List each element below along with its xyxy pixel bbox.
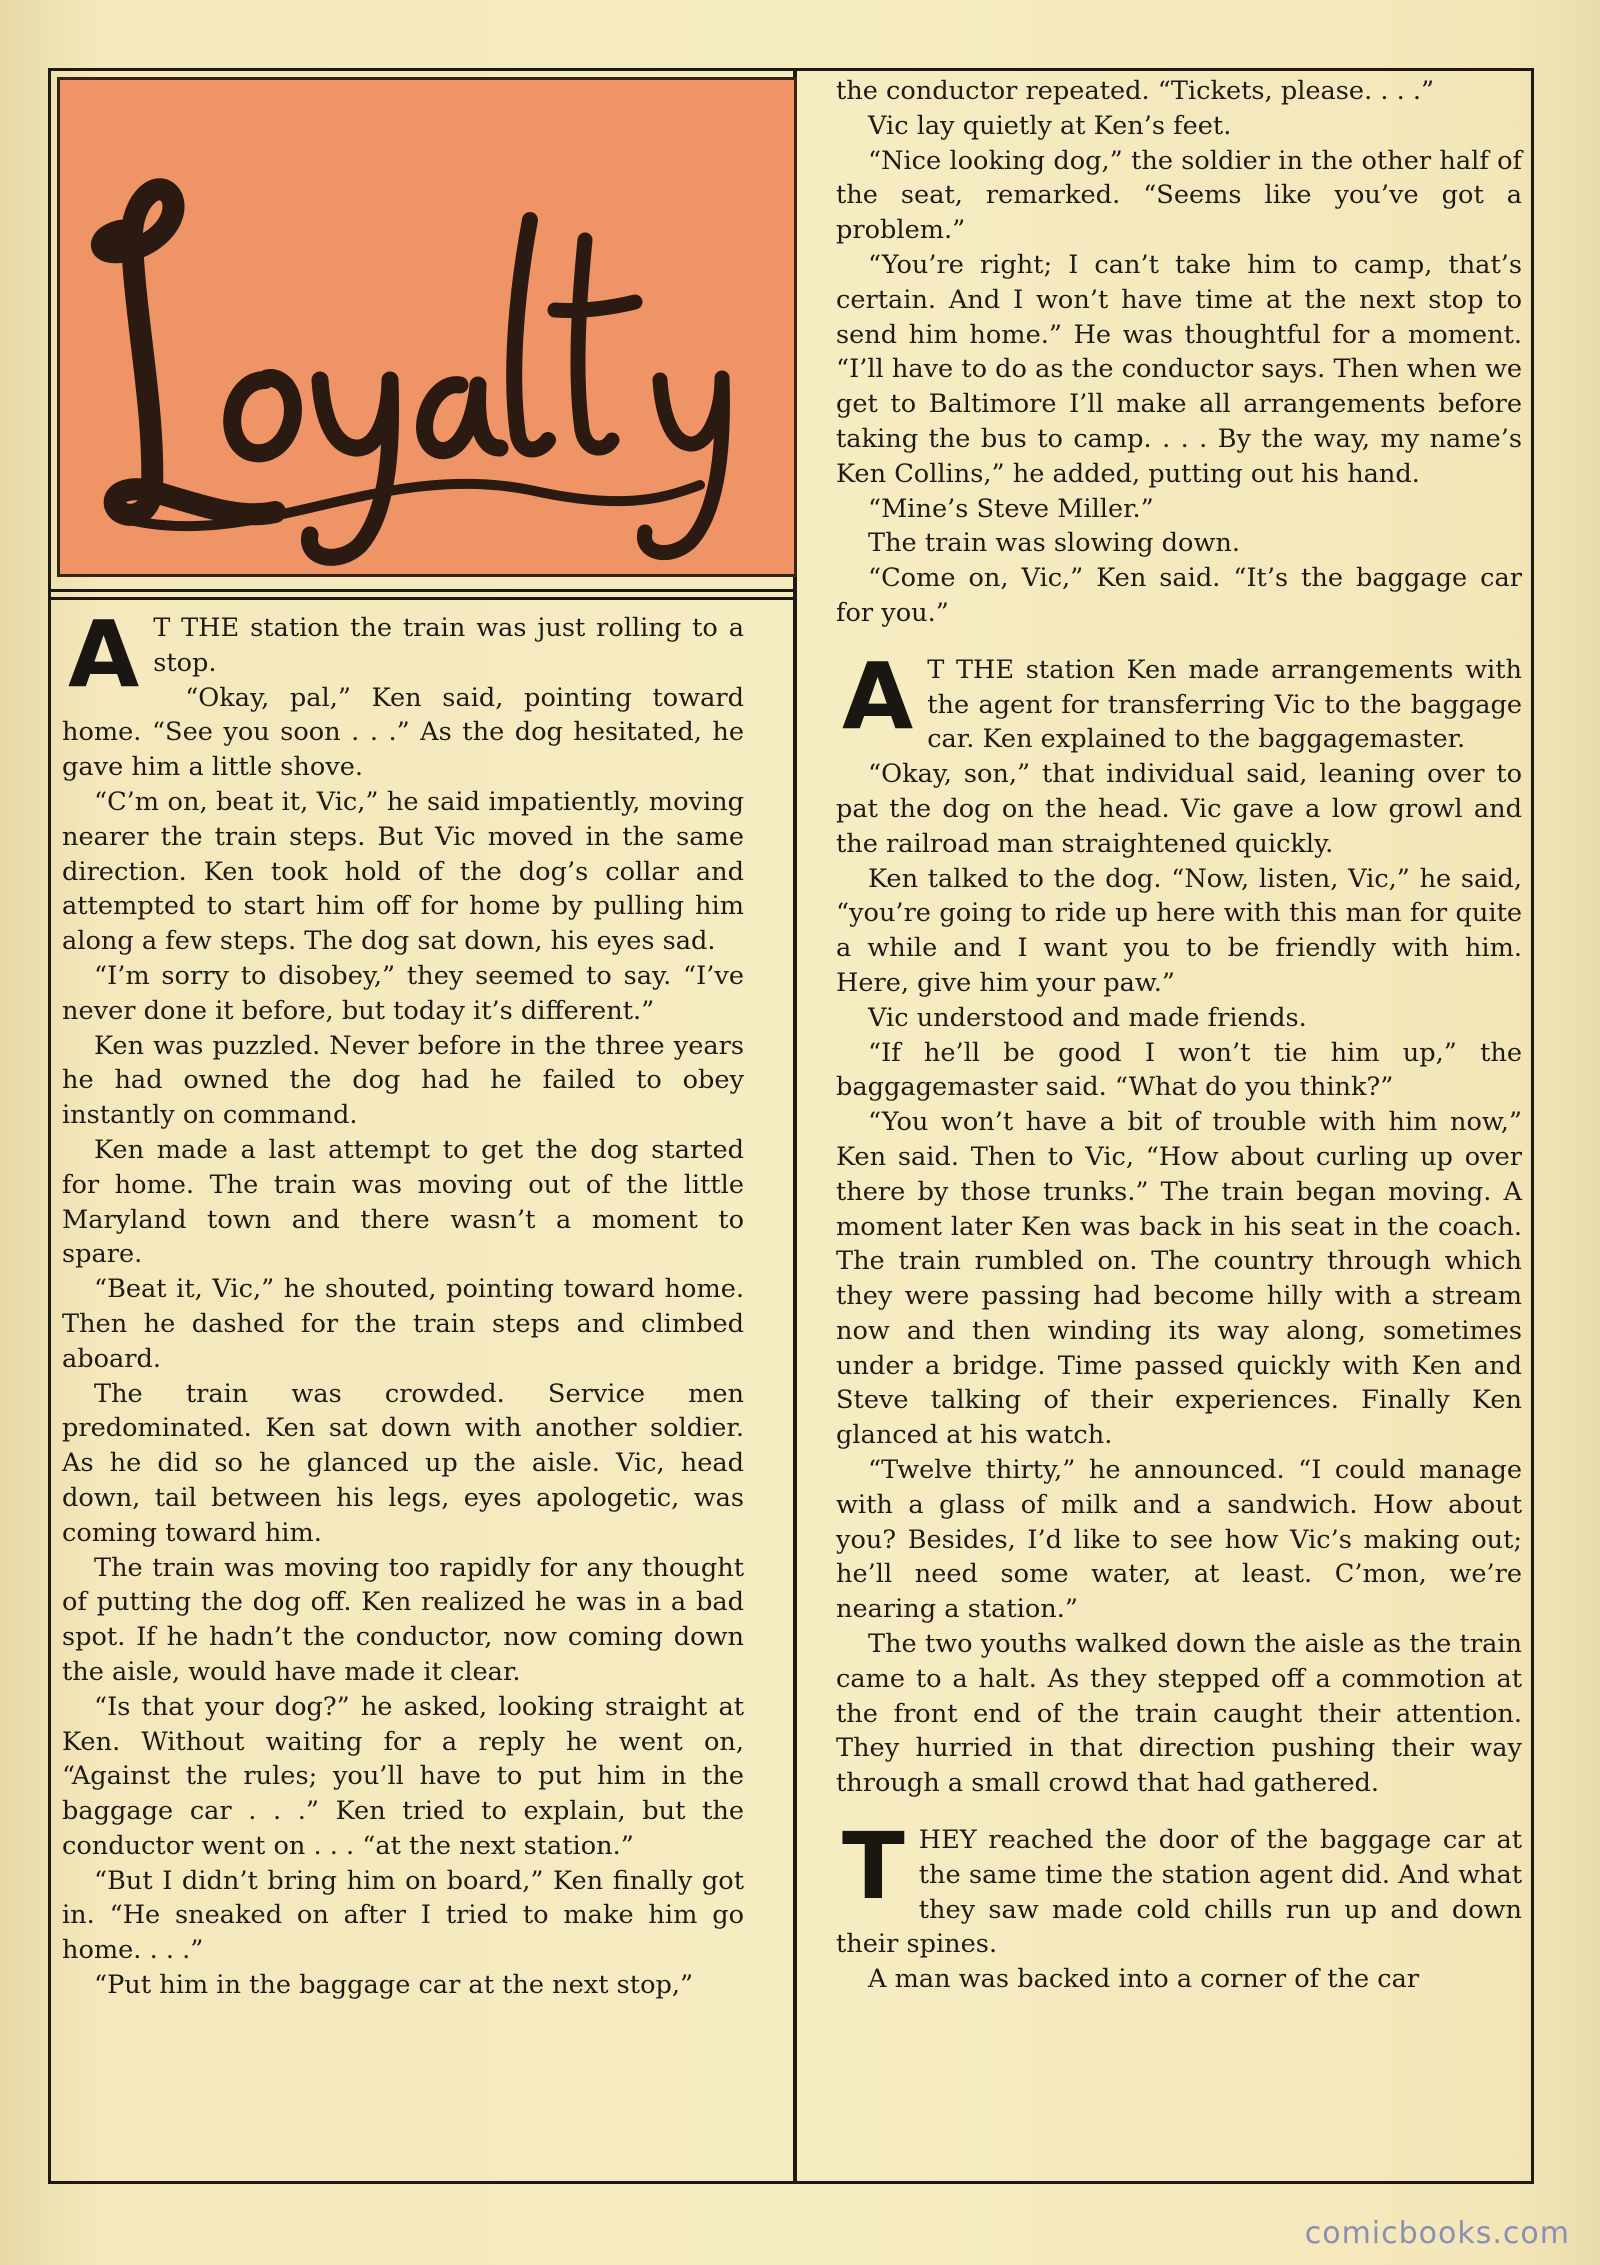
paragraph: The train was moving too rapidly for any thought of putting the dog off. Ken realized he was in a bad spot. If he hadn’t the conductor, now coming down the aisle, would have made it clear. [62,1552,744,1687]
left-column [62,601,744,2003]
paragraph: “Twelve thirty,” he announced. “I could manage with a glass of milk and a sandwich. How about you? Besides, I’d like to see how Vic’s making out; he’ll need some water, at least. C’mon, we’re nearing a station.” [836,1455,1522,1625]
paragraph: The train was crowded. Service men predominated. Ken sat down with another soldier. As he did so he glanced up the aisle. Vic, head down, tail between his legs, eyes apologetic, was coming toward him. [62,1378,744,1548]
dropcap-a: A [68,601,140,708]
paragraph: T THE station the train was just rolling to a stop. [153,613,744,678]
section-gap [836,631,1522,653]
right-column [836,74,1522,1997]
paragraph: “Beat it, Vic,” he shouted, pointing toward home. Then he dashed for the train steps and climbed aboard. [62,1274,744,1374]
paragraph: HEY reached the door of the baggage car at the same time the station agent did. And what they saw made cold chills run up and down their spines. [836,1825,1522,1960]
paragraph: The train was slowing down. [868,528,1240,559]
title-rule-upper [48,589,797,592]
paragraph: Ken made a last attempt to get the dog started for home. The train was moving out of the little Maryland town and there wasn’t a moment to spare. [62,1134,744,1270]
paragraph: “Okay, pal,” Ken said, pointing toward home. “See you soon . . .” As the dog hesitated, he gave him a little shove. [62,682,744,783]
paragraph: The two youths walked down the aisle as the train came to a halt. As they stepped off a commotion at the front end of the train caught their attention. They hurried in that direction pushing their way through a small crowd that had gathered. [836,1629,1522,1799]
paragraph: “Mine’s Steve Miller.” [868,493,1154,524]
paragraph: “You won’t have a bit of trouble with him now,” Ken said. Then to Vic, “How about curling up over there by those trunks.” The train began moving. A moment later Ken was back in his seat in the coach. The train rumbled on. The country through which they were passing had become hilly with a stream now and then winding its way along, sometimes under a bridge. Time passed quickly with Ken and Steve talking of their experiences. Finally Ken glanced at his watch. [836,1107,1522,1451]
paragraph: “C’m on, beat it, Vic,” he said impatiently, moving nearer the train steps. But Vic moved in the same direction. Ken took hold of the dog’s collar and attempted to start him off for home by pulling him along a few steps. The dog sat down, his eyes sad. [62,786,744,957]
paragraph: “I’m sorry to disobey,” they seemed to say. “I’ve never done it before, but today it’s different.” [62,960,744,1026]
paragraph: “Put him in the baggage car at the next stop,” [94,1970,694,2001]
paragraph: Ken was puzzled. Never before in the three years he had owned the dog had he failed to obey instantly on command. [62,1030,744,1131]
paragraph: “You’re right; I can’t take him to camp, that’s certain. And I won’t have time at the next stop to send him home.” He was thoughtful for a moment. “I’ll have to do as the conductor says. Then when we get to Baltimore I’ll make all arrangements before taking the bus to camp. . . . By the way, my name’s Ken Collins,” he added, putting out his hand. [836,249,1522,489]
paragraph: Ken talked to the dog. “Now, listen, Vic,” he said, “you’re going to ride up here with this man for quite a while and I want you to be friendly with him. Here, give him your paw.” [836,863,1522,998]
watermark: comicbooks.com [1304,2216,1570,2251]
paragraph: “Nice looking dog,” the soldier in the other half of the seat, remarked. “Seems like you’ve got a problem.” [836,145,1522,246]
section-gap [836,1801,1522,1823]
paragraph: “Is that your dog?” he asked, looking straight at Ken. Without waiting for a reply he went on, “Against the rules; you’ll have to put him in the baggage car . . .” Ken tried to explain, but the conductor went on . . . “at the next station.” [62,1691,744,1861]
paragraph: “If he’ll be good I won’t tie him up,” the baggagemaster said. “What do you think?” [836,1037,1522,1103]
dropcap-a: A [842,642,914,750]
title-rule-lower [48,597,797,600]
paragraph: Vic lay quietly at Ken’s feet. [868,110,1232,141]
paragraph: “Come on, Vic,” Ken said. “It’s the baggage car for you.” [836,563,1522,628]
paragraph: Vic understood and made friends. [868,1002,1307,1033]
dropcap-t: T [842,1813,905,1921]
paragraph: T THE station Ken made arrangements with the agent for transferring Vic to the baggage car. Ken explained to the baggagemaster. [927,654,1522,755]
paragraph: “Okay, son,” that individual said, leaning over to pat the dog on the head. Vic gave a low growl and the railroad man straightened quickly. [836,759,1522,859]
title-lettering [60,80,794,574]
paragraph: the conductor repeated. “Tickets, please. . . .” [836,76,1435,106]
paragraph: “But I didn’t bring him on board,” Ken finally got in. “He sneaked on after I tried to make him go home. . . .” [62,1865,744,1966]
title-panel [57,77,797,577]
paragraph: A man was backed into a corner of the car [868,1964,1420,1995]
